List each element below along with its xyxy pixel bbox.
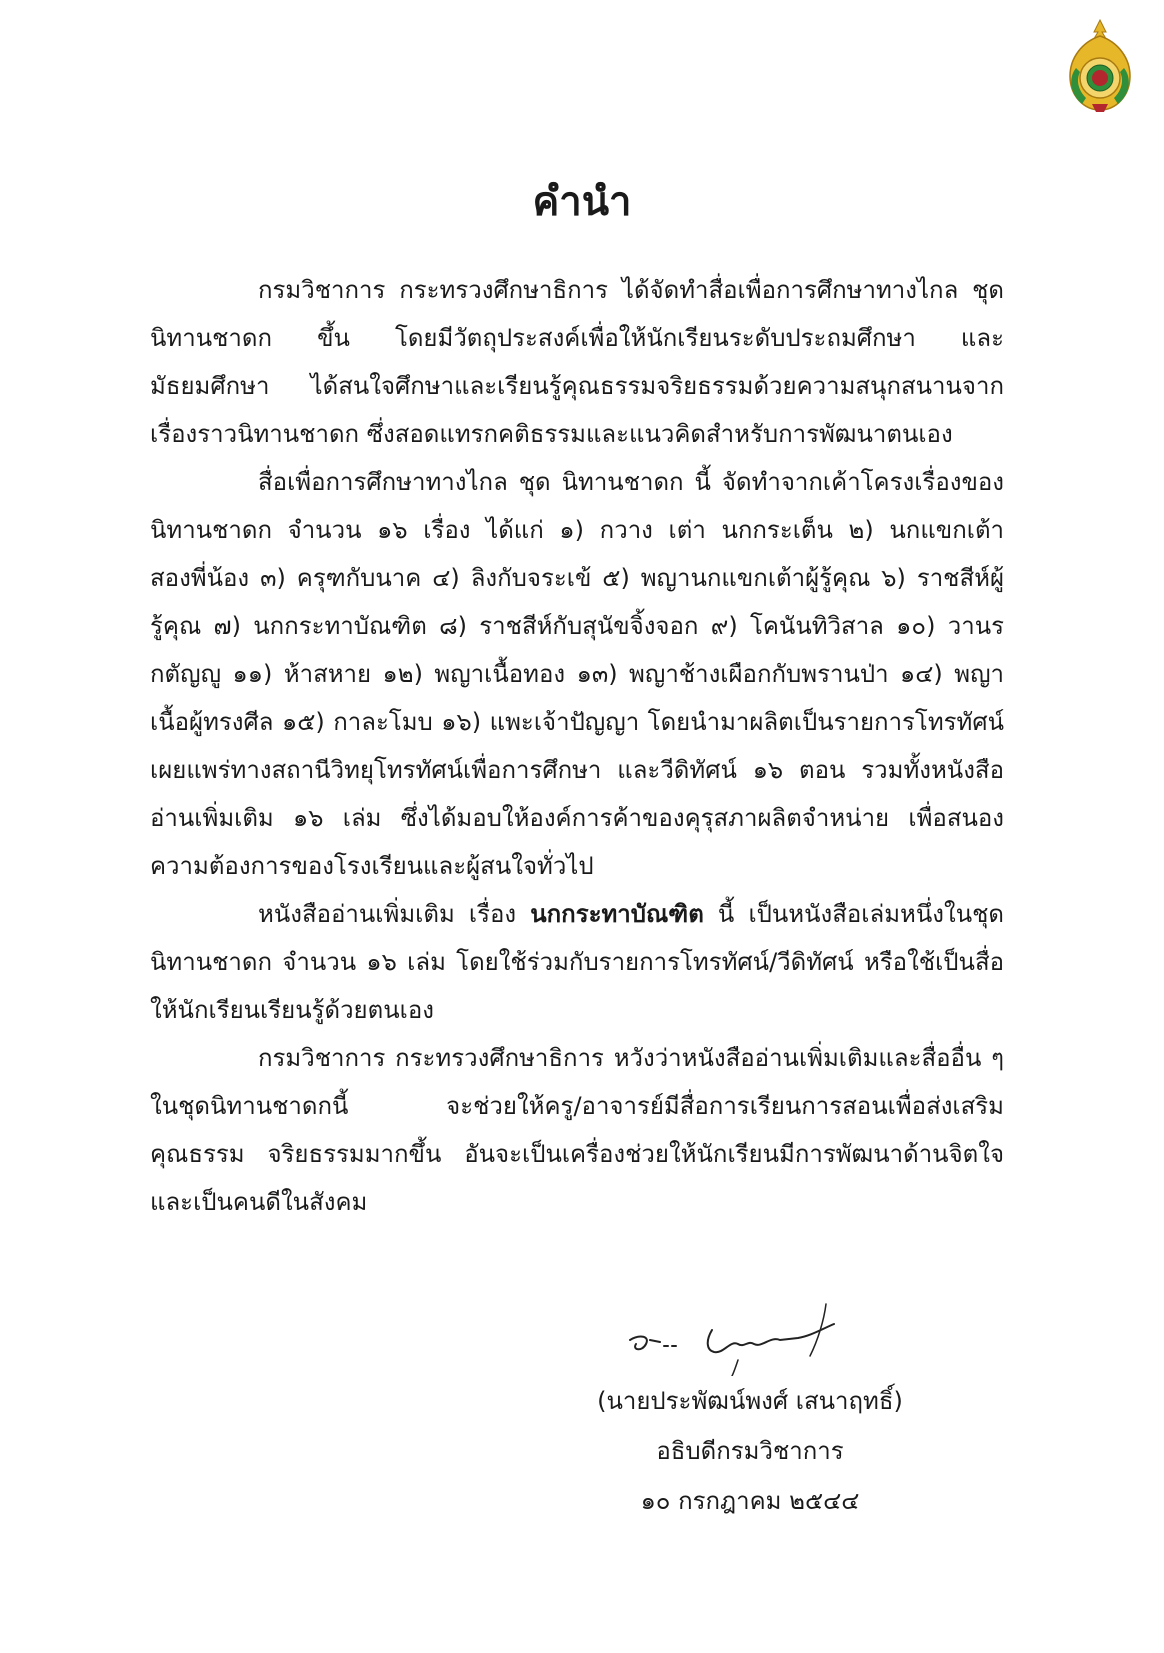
paragraph-3-rest: นี้ เป็นหนังสือเล่มหนึ่งในชุดนิทานชาดก จำนวน ๑๖ เล่ม โดยใช้ร่วมกับรายการโทรทัศน์/วีดิทัศน์ หรือใช้เป็นสื่อให้นักเรียนเรียนรู้ด้วยตนเอง — [150, 900, 1004, 1024]
signer-name: (นายประพัฒน์พงศ์ เสนาฤทธิ์) — [597, 1387, 903, 1415]
book-title-bold: นกกระทาบัณฑิต — [530, 900, 704, 928]
foreword-body — [150, 266, 1004, 1226]
page-title: คำนำ — [532, 179, 632, 225]
signer-position: อธิบดีกรมวิชาการ — [656, 1437, 844, 1465]
paragraph-3 — [150, 890, 1004, 1034]
handwritten-signature-icon — [620, 1300, 860, 1376]
paragraph-1: กรมวิชาการ กระทรวงศึกษาธิการ ได้จัดทำสื่อเพื่อการศึกษาทางไกล ชุด นิทานชาดก ขึ้น โดยมีวัตถุประสงค์เพื่อให้นักเรียนระดับประถมศึกษา และมัธยมศึกษา ได้สนใจศึกษาและเรียนรู้คุณธรรมจริยธรรมด้วยความสนุกสนานจากเรื่องราวนิทานชาดก ซึ่งสอดแทรกคติธรรมและแนวคิดสำหรับการพัฒนาตนเอง — [150, 276, 1004, 448]
paragraph-3-lead: หนังสืออ่านเพิ่มเติม เรื่อง — [258, 900, 531, 928]
paragraph-2: สื่อเพื่อการศึกษาทางไกล ชุด นิทานชาดก นี้ จัดทำจากเค้าโครงเรื่องของนิทานชาดก จำนวน ๑๖ เรื่อง ได้แก่ ๑) กวาง เต่า นกกระเต็น ๒) นกแขกเต้าสองพี่น้อง ๓) ครุฑกับนาค ๔) ลิงกับจระเข้ ๕) พญานกแขกเต้าผู้รู้คุณ ๖) ราชสีห์ผู้รู้คุณ ๗) นกกระทาบัณฑิต ๘) ราชสีห์กับสุนัขจิ้งจอก ๙) โคนันทิวิสาล ๑๐) วานรกตัญญู ๑๑) ห้าสหาย ๑๒) พญาเนื้อทอง ๑๓) พญาช้างเผือกกับพรานป่า ๑๔) พญาเนื้อผู้ทรงศีล ๑๕) กาละโมบ ๑๖) แพะเจ้าปัญญา โดยนำมาผลิตเป็นรายการโทรทัศน์เผยแพร่ทางสถานีวิทยุโทรทัศน์เพื่อการศึกษา และวีดิทัศน์ ๑๖ ตอน รวมทั้งหนังสืออ่านเพิ่มเติม ๑๖ เล่ม ซึ่งได้มอบให้องค์การค้าของคุรุสภาผลิตจำหน่าย เพื่อสนองความต้องการของโรงเรียนและผู้สนใจทั่วไป — [150, 468, 1004, 880]
signature-date: ๑๐ กรกฎาคม ๒๕๔๔ — [640, 1487, 860, 1515]
garuda-seal-icon — [1062, 18, 1138, 114]
paragraph-4: กรมวิชาการ กระทรวงศึกษาธิการ หวังว่าหนังสืออ่านเพิ่มเติมและสื่ออื่น ๆ ในชุดนิทานชาดกนี้ จะช่วยให้ครู/อาจารย์มีสื่อการเรียนการสอนเพื่อส่งเสริมคุณธรรม จริยธรรมมากขึ้น อันจะเป็นเครื่องช่วยให้นักเรียนมีการพัฒนาด้านจิตใจ และเป็นคนดีในสังคม — [150, 1044, 1004, 1216]
